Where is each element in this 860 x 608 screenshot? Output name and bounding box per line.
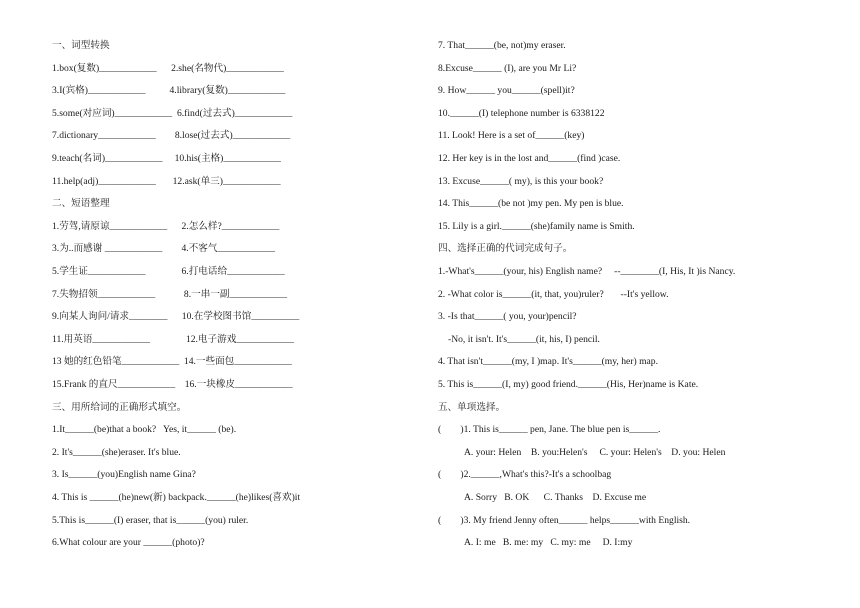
exercise-line: 15.Frank 的直尺____________ 16.一块橡皮____________: [52, 379, 293, 390]
exercise-line: 7.失物招领____________ 8.一串一副____________: [52, 288, 288, 300]
exercise-line: 9. How______ you______(spell)it?: [438, 85, 575, 97]
exercise-line: 10.______(I) telephone number is 6338122: [438, 107, 605, 119]
exercise-line: ( )1. This is______ pen, Jane. The blue pen is______.: [438, 424, 661, 436]
exercise-line: 6.What colour are your ______(photo)?: [52, 537, 205, 549]
exercise-line: 12. Her key is in the lost and______(find )case.: [438, 153, 621, 164]
section-heading: 一、词型转换: [52, 40, 110, 51]
exercise-line: 5.some(对应词)____________ 6.find(过去式)____________: [52, 107, 293, 119]
section-heading: 二、短语整理: [52, 198, 110, 210]
exercise-line: 3.I(宾格)____________ 4.library(复数)____________: [52, 85, 286, 97]
exercise-line: 8.Excuse______ (I), are you Mr Li?: [438, 62, 577, 74]
exercise-line: 5.This is______(I) eraser, that is______(you) ruler.: [52, 514, 249, 526]
exercise-line: 2. It's______(she)eraser. It's blue.: [52, 446, 181, 458]
exercise-line: 13. Excuse______( my), is this your book?: [438, 175, 604, 187]
answer-options: A. your: Helen B. you:Helen's C. your: Helen's D. you: Helen: [464, 446, 726, 458]
exercise-line: 3. -Is that______( you, your)pencil?: [438, 311, 577, 323]
exercise-line: 15. Lily is a girl.______(she)family name is Smith.: [438, 220, 635, 232]
exercise-line: 7. That______(be, not)my eraser.: [438, 40, 566, 51]
exercise-line: 11. Look! Here is a set of______(key): [438, 130, 585, 142]
exercise-line: 3.为..而感谢 ____________ 4.不客气____________: [52, 243, 276, 255]
exercise-line: ( )2.______,What's this?-It's a schoolbag: [438, 469, 612, 481]
exercise-line: 3. Is______(you)English name Gina?: [52, 469, 196, 481]
answer-options: A. Sorry B. OK C. Thanks D. Excuse me: [464, 492, 647, 503]
exercise-line: 1.box(复数)____________ 2.she(名物代)____________: [52, 62, 284, 74]
exercise-line: 1.-What's______(your, his) English name? --________(I, His, It )is Nancy.: [438, 266, 736, 277]
exercise-line: 14. This______(be not )my pen. My pen is blue.: [438, 198, 624, 210]
section-heading: 四、选择正确的代词完成句子。: [438, 243, 573, 255]
exercise-line: -No, it isn't. It's______(it, his, I) pencil.: [448, 333, 600, 345]
exercise-line: 4. This is ______(he)new(新) backpack.______(he)likes(喜欢)it: [52, 492, 301, 503]
exercise-line: 1.It______(be)that a book? Yes, it______ (be).: [52, 424, 237, 436]
exercise-line: 5. This is______(I, my) good friend.______(His, Her)name is Kate.: [438, 379, 699, 390]
section-heading: 三、用所给词的正确形式填空。: [52, 401, 187, 413]
exercise-line: 2. -What color is______(it, that, you)ruler? --It's yellow.: [438, 288, 669, 300]
exercise-line: 1.劳驾,请原谅____________ 2.怎么样?____________: [52, 220, 280, 232]
section-heading: 五、单项选择。: [438, 401, 506, 413]
exercise-line: 11.help(adj)____________ 12.ask(单三)____________: [52, 175, 281, 187]
exercise-line: 9.向某人询问/请求________ 10.在学校图书馆__________: [52, 311, 300, 323]
exercise-line: 5.学生证____________ 6.打电话给____________: [52, 266, 285, 277]
exercise-line: 9.teach(名词)____________ 10.his(主格)____________: [52, 153, 281, 164]
exercise-line: 4. That isn't______(my, I )map. It's______(my, her) map.: [438, 356, 658, 368]
exercise-line: ( )3. My friend Jenny often______ helps______with English.: [438, 514, 691, 526]
exercise-line: 11.用英语____________ 12.电子游戏____________: [52, 333, 294, 345]
answer-options: A. I: me B. me: my C. my: me D. I:my: [464, 537, 633, 549]
exercise-line: 7.dictionary____________ 8.lose(过去式)____________: [52, 130, 291, 142]
exercise-line: 13 她的红色铅笔____________ 14.一些面包____________: [52, 356, 292, 368]
